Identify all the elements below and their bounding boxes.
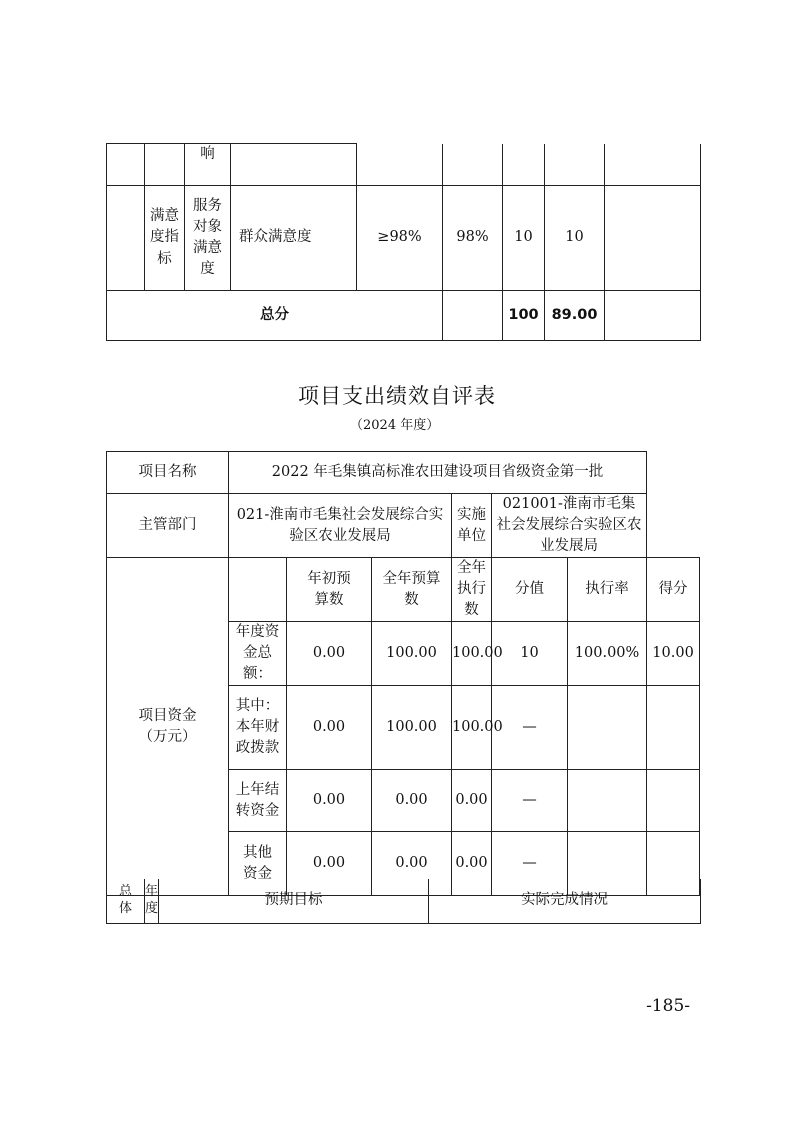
row-label: 上年结转资金 bbox=[229, 770, 287, 832]
cell-initial: 0.00 bbox=[287, 622, 372, 686]
table-row bbox=[107, 494, 700, 558]
cell-initial: 0.00 bbox=[287, 832, 372, 896]
cell-weight: — bbox=[492, 770, 568, 832]
cell-executed: 0.00 bbox=[452, 770, 492, 832]
cell-annual: 100.00 bbox=[372, 686, 452, 770]
level2-cell: 服务对象满意度 bbox=[185, 186, 231, 291]
cell-score: 10.00 bbox=[647, 622, 700, 686]
total-label: 总分 bbox=[107, 291, 443, 341]
indicator-table-continued bbox=[106, 143, 701, 341]
total-remark bbox=[605, 291, 701, 341]
expected-goal-header: 预期目标 bbox=[159, 879, 429, 923]
total-weight: 100 bbox=[503, 291, 545, 341]
remark-cell bbox=[605, 144, 701, 186]
cell-rate bbox=[568, 770, 647, 832]
header-initial: 年初预算数 bbox=[287, 558, 372, 622]
total-row bbox=[107, 291, 701, 341]
weight-cell: 10 bbox=[503, 186, 545, 291]
dept-value: 021-淮南市毛集社会发展综合实验区农业发展局 bbox=[229, 494, 452, 558]
cell-rate: 100.00% bbox=[568, 622, 647, 686]
cell-initial: 0.00 bbox=[287, 770, 372, 832]
page-subtitle: （2024 年度） bbox=[350, 418, 440, 433]
row-label: 其他资金 bbox=[229, 832, 287, 896]
dept-label: 主管部门 bbox=[107, 494, 229, 558]
indicator-cell bbox=[231, 144, 357, 186]
annual-label: 年度 bbox=[145, 879, 159, 923]
target-cell bbox=[357, 144, 443, 186]
overall-label: 总体 bbox=[107, 879, 145, 923]
goal-header-table bbox=[106, 879, 701, 924]
table-row bbox=[107, 558, 700, 622]
cell-score bbox=[647, 686, 700, 770]
cell-weight: 10 bbox=[492, 622, 568, 686]
project-name-label: 项目名称 bbox=[107, 452, 229, 494]
header-score: 得分 bbox=[647, 558, 700, 622]
total-empty-cell bbox=[443, 291, 503, 341]
project-name-value: 2022 年毛集镇高标准农田建设项目省级资金第一批 bbox=[229, 452, 647, 494]
level1-cell bbox=[107, 144, 145, 186]
actual-cell: 98% bbox=[443, 186, 503, 291]
row-label: 其中：本年财政拨款 bbox=[229, 686, 287, 770]
remark-cell bbox=[605, 186, 701, 291]
actual-completion-header: 实际完成情况 bbox=[429, 879, 701, 923]
sub-index-cell: 响 bbox=[185, 144, 231, 186]
funds-label: 项目资金（万元） bbox=[107, 558, 229, 896]
header-blank bbox=[229, 558, 287, 622]
cell-annual: 100.00 bbox=[372, 622, 452, 686]
header-annual: 全年预算数 bbox=[372, 558, 452, 622]
cell-score bbox=[647, 770, 700, 832]
weight-cell bbox=[503, 144, 545, 186]
row-label: 年度资金总额： bbox=[229, 622, 287, 686]
impl-label-visible: 实施单位 bbox=[452, 494, 492, 558]
cell-executed: 0.00 bbox=[452, 832, 492, 896]
cell-initial: 0.00 bbox=[287, 686, 372, 770]
level2-cell bbox=[145, 144, 185, 186]
cell-weight: — bbox=[492, 686, 568, 770]
score-cell bbox=[545, 144, 605, 186]
header-rate: 执行率 bbox=[568, 558, 647, 622]
header-executed: 全年执行数 bbox=[452, 558, 492, 622]
cell-executed: 100.00 bbox=[452, 622, 492, 686]
target-cell: ≥98% bbox=[357, 186, 443, 291]
page-number: -185- bbox=[646, 996, 690, 1016]
total-score: 89.00 bbox=[545, 291, 605, 341]
table-row bbox=[107, 186, 701, 291]
score-cell: 10 bbox=[545, 186, 605, 291]
cell-weight: — bbox=[492, 832, 568, 896]
table-row bbox=[107, 452, 700, 494]
table-row bbox=[107, 144, 701, 186]
indicator-cell: 群众满意度 bbox=[231, 186, 357, 291]
page-title: 项目支出绩效自评表 bbox=[298, 384, 496, 408]
cell-rate bbox=[568, 686, 647, 770]
level1-cell: 满意度指标 bbox=[145, 186, 185, 291]
empty-cell bbox=[107, 186, 145, 291]
header-weight: 分值 bbox=[492, 558, 568, 622]
cell-executed: 100.00 bbox=[452, 686, 492, 770]
self-evaluation-table bbox=[106, 451, 700, 896]
actual-cell bbox=[443, 144, 503, 186]
cell-annual: 0.00 bbox=[372, 770, 452, 832]
goal-header-row bbox=[107, 879, 701, 923]
cell-annual: 0.00 bbox=[372, 832, 452, 896]
impl-value: 021001-淮南市毛集社会发展综合实验区农业发展局 bbox=[492, 494, 647, 558]
